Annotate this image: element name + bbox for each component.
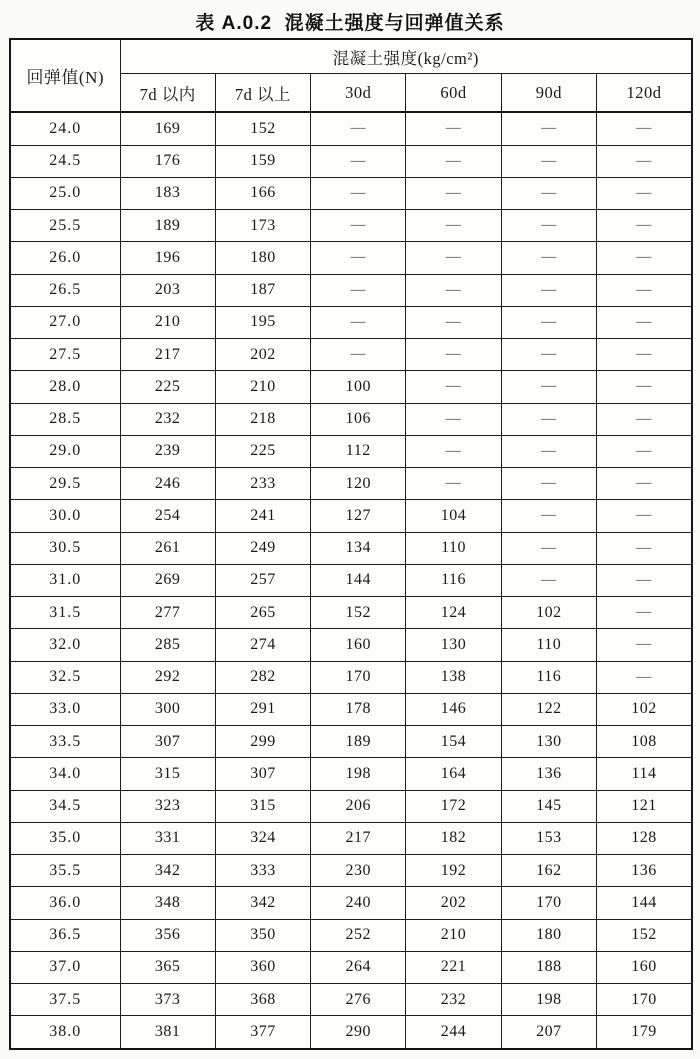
table-row [10,403,692,435]
strength-value-cell: 162 [501,855,596,887]
strength-value-cell: 172 [406,790,501,822]
strength-value-cell: — [501,468,596,500]
strength-value-cell: 285 [120,629,215,661]
strength-value-cell: 170 [596,984,692,1016]
strength-value-cell: 203 [120,274,215,306]
strength-value-cell: 100 [311,371,406,403]
strength-value-cell: 110 [406,532,501,564]
table-row [10,1016,692,1049]
strength-value-cell: — [311,339,406,371]
strength-value-cell: 121 [596,790,692,822]
strength-value-cell: 350 [215,919,310,951]
strength-value-cell: — [406,274,501,306]
strength-value-cell: — [501,306,596,338]
table-body [10,112,692,1049]
table-row [10,339,692,371]
strength-value-cell: — [596,532,692,564]
column-header-120d: 120d [596,74,692,113]
strength-value-cell: 176 [120,145,215,177]
strength-value-cell: 244 [406,1016,501,1049]
strength-value-cell: 138 [406,661,501,693]
strength-value-cell: 274 [215,629,310,661]
group-header-row [10,39,692,74]
strength-value-cell: 323 [120,790,215,822]
strength-value-cell: 152 [215,112,310,145]
strength-value-cell: 112 [311,435,406,467]
strength-value-cell: — [596,629,692,661]
strength-value-cell: 134 [311,532,406,564]
strength-value-cell: 114 [596,758,692,790]
rebound-value-cell: 28.5 [10,403,120,435]
rebound-value-cell: 37.5 [10,984,120,1016]
strength-value-cell: 218 [215,403,310,435]
strength-value-cell: 348 [120,887,215,919]
table-row [10,661,692,693]
table-row [10,822,692,854]
strength-value-cell: — [406,145,501,177]
table-row [10,629,692,661]
column-header-90d: 90d [501,74,596,113]
strength-value-cell: — [406,177,501,209]
strength-value-cell: 221 [406,951,501,983]
strength-value-cell: 210 [120,306,215,338]
strength-value-cell: — [501,242,596,274]
strength-value-cell: 241 [215,500,310,532]
table-row [10,693,692,725]
strength-value-cell: 254 [120,500,215,532]
rebound-value-cell: 36.5 [10,919,120,951]
strength-value-cell: 360 [215,951,310,983]
strength-value-cell: — [311,210,406,242]
strength-value-cell: 291 [215,693,310,725]
concrete-strength-table [9,38,693,1050]
strength-value-cell: — [501,112,596,145]
strength-value-cell: — [406,112,501,145]
strength-value-cell: 180 [215,242,310,274]
rebound-value-cell: 34.5 [10,790,120,822]
strength-value-cell: 195 [215,306,310,338]
strength-value-cell: 170 [501,887,596,919]
strength-value-cell: — [501,435,596,467]
strength-value-cell: 202 [215,339,310,371]
strength-value-cell: 189 [311,726,406,758]
strength-value-cell: 261 [120,532,215,564]
table-row [10,500,692,532]
strength-value-cell: 207 [501,1016,596,1049]
strength-value-cell: 292 [120,661,215,693]
strength-value-cell: 333 [215,855,310,887]
strength-value-cell: 120 [311,468,406,500]
strength-value-cell: 154 [406,726,501,758]
strength-value-cell: — [501,371,596,403]
strength-value-cell: — [501,500,596,532]
strength-value-cell: 130 [406,629,501,661]
strength-value-cell: 170 [311,661,406,693]
table-row [10,177,692,209]
rebound-value-cell: 33.0 [10,693,120,725]
strength-value-cell: 146 [406,693,501,725]
strength-value-cell: 290 [311,1016,406,1049]
strength-value-cell: 377 [215,1016,310,1049]
strength-value-cell: 152 [311,597,406,629]
column-header-30d: 30d [311,74,406,113]
strength-value-cell: — [406,306,501,338]
strength-value-cell: 122 [501,693,596,725]
strength-value-cell: 189 [120,210,215,242]
table-row [10,984,692,1016]
strength-value-cell: 232 [406,984,501,1016]
strength-value-cell: 144 [596,887,692,919]
strength-value-cell: 342 [120,855,215,887]
table-row [10,274,692,306]
strength-value-cell: — [501,564,596,596]
rebound-value-cell: 29.0 [10,435,120,467]
strength-value-cell: — [596,177,692,209]
strength-value-cell: — [311,177,406,209]
strength-value-cell: — [406,339,501,371]
strength-value-cell: 187 [215,274,310,306]
table-row [10,468,692,500]
strength-value-cell: 300 [120,693,215,725]
strength-value-cell: 180 [501,919,596,951]
table-row [10,564,692,596]
rebound-value-cell: 24.5 [10,145,120,177]
rebound-value-cell: 25.0 [10,177,120,209]
strength-value-cell: 356 [120,919,215,951]
table-row [10,242,692,274]
strength-value-cell: 178 [311,693,406,725]
strength-value-cell: — [501,274,596,306]
table-row [10,145,692,177]
strength-value-cell: 169 [120,112,215,145]
rebound-value-cell: 37.0 [10,951,120,983]
strength-value-cell: 373 [120,984,215,1016]
strength-group-header: 混凝土强度(kg/cm²) [120,39,692,74]
table-row [10,112,692,145]
table-row [10,726,692,758]
rebound-value-cell: 32.0 [10,629,120,661]
strength-value-cell: 282 [215,661,310,693]
strength-value-cell: — [596,597,692,629]
strength-value-cell: 315 [215,790,310,822]
strength-value-cell: 365 [120,951,215,983]
strength-value-cell: 249 [215,532,310,564]
strength-value-cell: — [311,306,406,338]
strength-value-cell: 102 [501,597,596,629]
strength-value-cell: — [596,274,692,306]
strength-value-cell: 217 [311,822,406,854]
strength-value-cell: 153 [501,822,596,854]
strength-value-cell: — [596,661,692,693]
strength-value-cell: 206 [311,790,406,822]
table-row [10,597,692,629]
rebound-value-cell: 26.0 [10,242,120,274]
rebound-value-cell: 27.5 [10,339,120,371]
strength-value-cell: — [501,210,596,242]
strength-value-cell: — [596,403,692,435]
strength-value-cell: 179 [596,1016,692,1049]
strength-value-cell: 130 [501,726,596,758]
strength-value-cell: 104 [406,500,501,532]
strength-value-cell: 136 [501,758,596,790]
column-header-60d: 60d [406,74,501,113]
strength-value-cell: 276 [311,984,406,1016]
rebound-value-cell: 30.5 [10,532,120,564]
table-row [10,210,692,242]
strength-value-cell: 136 [596,855,692,887]
strength-value-cell: 145 [501,790,596,822]
table-row [10,855,692,887]
strength-value-cell: 217 [120,339,215,371]
rebound-value-cell: 24.0 [10,112,120,145]
strength-value-cell: 116 [406,564,501,596]
strength-value-cell: 381 [120,1016,215,1049]
rebound-column-header: 回弹值(N) [10,39,120,112]
rebound-value-cell: 32.5 [10,661,120,693]
strength-value-cell: 240 [311,887,406,919]
rebound-value-cell: 30.0 [10,500,120,532]
strength-value-cell: 264 [311,951,406,983]
table-row [10,790,692,822]
rebound-value-cell: 27.0 [10,306,120,338]
strength-value-cell: — [596,306,692,338]
strength-value-cell: — [311,145,406,177]
strength-value-cell: 160 [311,629,406,661]
strength-value-cell: — [596,339,692,371]
table-row [10,758,692,790]
table-row [10,951,692,983]
strength-value-cell: — [596,242,692,274]
strength-value-cell: 307 [215,758,310,790]
strength-value-cell: — [406,242,501,274]
strength-value-cell: 128 [596,822,692,854]
strength-value-cell: 368 [215,984,310,1016]
column-header-7d-within: 7d 以内 [120,74,215,113]
strength-value-cell: 116 [501,661,596,693]
rebound-value-cell: 35.5 [10,855,120,887]
table-row [10,919,692,951]
strength-value-cell: — [501,145,596,177]
strength-value-cell: 152 [596,919,692,951]
strength-value-cell: 307 [120,726,215,758]
strength-value-cell: 225 [120,371,215,403]
strength-value-cell: 331 [120,822,215,854]
strength-value-cell: 159 [215,145,310,177]
strength-value-cell: 124 [406,597,501,629]
rebound-value-cell: 38.0 [10,1016,120,1049]
rebound-value-cell: 35.0 [10,822,120,854]
rebound-value-cell: 36.0 [10,887,120,919]
strength-value-cell: 225 [215,435,310,467]
column-header-7d-beyond: 7d 以上 [215,74,310,113]
strength-value-cell: — [501,403,596,435]
rebound-value-cell: 29.5 [10,468,120,500]
strength-value-cell: 102 [596,693,692,725]
strength-value-cell: 232 [120,403,215,435]
strength-value-cell: — [501,339,596,371]
strength-value-cell: 277 [120,597,215,629]
strength-value-cell: — [596,210,692,242]
strength-value-cell: — [311,274,406,306]
strength-value-cell: — [406,371,501,403]
strength-value-cell: — [406,435,501,467]
strength-value-cell: — [501,532,596,564]
table-title: 表 A.0.2 混凝土强度与回弹值关系 [195,13,505,34]
strength-value-cell: 252 [311,919,406,951]
strength-value-cell: 230 [311,855,406,887]
rebound-value-cell: 25.5 [10,210,120,242]
strength-value-cell: 299 [215,726,310,758]
rebound-value-cell: 33.5 [10,726,120,758]
strength-value-cell: 192 [406,855,501,887]
strength-value-cell: — [596,145,692,177]
table-row [10,435,692,467]
strength-value-cell: — [406,403,501,435]
strength-value-cell: — [596,112,692,145]
strength-value-cell: — [501,177,596,209]
strength-value-cell: — [406,468,501,500]
strength-value-cell: — [596,564,692,596]
strength-value-cell: 269 [120,564,215,596]
strength-value-cell: 183 [120,177,215,209]
strength-value-cell: 246 [120,468,215,500]
rebound-value-cell: 34.0 [10,758,120,790]
table-row [10,306,692,338]
strength-value-cell: 239 [120,435,215,467]
strength-value-cell: 210 [406,919,501,951]
rebound-value-cell: 31.5 [10,597,120,629]
strength-value-cell: 188 [501,951,596,983]
strength-value-cell: 110 [501,629,596,661]
strength-value-cell: 315 [120,758,215,790]
strength-value-cell: — [596,468,692,500]
rebound-value-cell: 28.0 [10,371,120,403]
strength-value-cell: — [311,242,406,274]
strength-value-cell: 265 [215,597,310,629]
strength-value-cell: — [596,500,692,532]
rebound-value-cell: 31.0 [10,564,120,596]
table-row [10,532,692,564]
strength-value-cell: 324 [215,822,310,854]
strength-value-cell: 182 [406,822,501,854]
strength-value-cell: 127 [311,500,406,532]
table-row [10,371,692,403]
rebound-value-cell: 26.5 [10,274,120,306]
strength-value-cell: 210 [215,371,310,403]
strength-value-cell: 196 [120,242,215,274]
strength-value-cell: 257 [215,564,310,596]
strength-value-cell: 202 [406,887,501,919]
strength-value-cell: — [596,435,692,467]
strength-value-cell: 198 [501,984,596,1016]
strength-value-cell: 106 [311,403,406,435]
strength-value-cell: 108 [596,726,692,758]
strength-value-cell: 198 [311,758,406,790]
strength-value-cell: 160 [596,951,692,983]
strength-value-cell: 144 [311,564,406,596]
table-row [10,887,692,919]
strength-value-cell: 164 [406,758,501,790]
strength-value-cell: 233 [215,468,310,500]
strength-value-cell: — [596,371,692,403]
strength-value-cell: 342 [215,887,310,919]
strength-value-cell: — [311,112,406,145]
strength-value-cell: 173 [215,210,310,242]
strength-value-cell: 166 [215,177,310,209]
strength-value-cell: — [406,210,501,242]
